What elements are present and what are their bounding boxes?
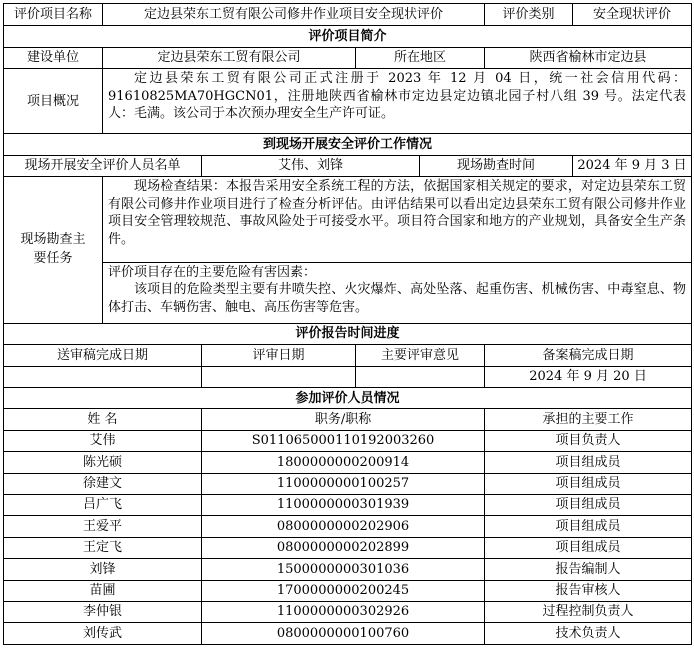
staff-header-title: 职务/职称 xyxy=(202,409,485,430)
overview-row xyxy=(4,69,692,134)
staff-name: 苗圃 xyxy=(4,580,202,601)
staff-header-work: 承担的主要工作 xyxy=(485,409,692,430)
intro-section-title: 评价项目简介 xyxy=(4,26,692,47)
staff-title-no: 1100000000100257 xyxy=(202,473,485,494)
hazard-row xyxy=(4,262,692,323)
category-value: 安全现状评价 xyxy=(573,4,692,26)
staff-duty: 项目组成员 xyxy=(485,473,692,494)
staff-title-no: 1100000000302926 xyxy=(202,602,485,623)
onsite-time-label: 现场勘查时间 xyxy=(420,155,573,176)
staff-name: 陈光硕 xyxy=(4,452,202,473)
table-row xyxy=(4,430,692,451)
category-label: 评价类别 xyxy=(485,4,573,26)
onsite-result-text: 现场检查结果：本报告采用安全系统工程的方法，依据国家相关规定的要求，对定边县荣东工贸有限公司修井作业项目进行了检查分析评估。由评估结果可以看出定边县荣东工贸有限公司修井作业项目安全管理较规范、事故风险处于可接受水平。项目符合国家和地方的产业规划，具备安全生产条件。 xyxy=(103,177,692,263)
overview-text: 定边县荣东工贸有限公司正式注册于 2023 年 12 月 04 日，统一社会信用代码：91610825MA70HGCN01，注册地陕西省榆林市定边县定边镇北园子村八组 39 号。法定代表人：毛满。该公司于本次预办理安全生产许可证。 xyxy=(103,69,692,134)
schedule-value-row xyxy=(4,366,692,387)
onsite-section-title: 到现场开展安全评价工作情况 xyxy=(4,134,692,155)
staff-duty: 技术负责人 xyxy=(485,623,692,645)
hazard-text: 该项目的危险类型主要有井喷失控、火灾爆炸、高处坠落、起重伤害、机械伤害、中毒窒息、物体打击、车辆伤害、触电、高压伤害等危害。 xyxy=(108,282,687,315)
table-row xyxy=(4,473,692,494)
onsite-staff-row xyxy=(4,155,692,176)
staff-title-no: 1800000000200914 xyxy=(202,452,485,473)
staff-title-no: S011065000110192003260 xyxy=(202,430,485,451)
staff-title-no: 0800000000202899 xyxy=(202,537,485,558)
staff-name: 艾伟 xyxy=(4,430,202,451)
staff-duty: 报告编制人 xyxy=(485,559,692,580)
schedule-header-submit: 送审稿完成日期 xyxy=(4,345,202,366)
hazard-cell xyxy=(103,262,692,323)
staff-name: 刘传武 xyxy=(4,623,202,645)
staff-name: 王爱平 xyxy=(4,516,202,537)
table-row xyxy=(4,602,692,623)
evaluation-form-table xyxy=(3,3,692,645)
table-row xyxy=(4,452,692,473)
onsite-task-label-line2: 要任务 xyxy=(33,251,73,267)
staff-title-no: 1100000000301939 xyxy=(202,495,485,516)
table-row xyxy=(4,623,692,645)
staff-name: 徐建文 xyxy=(4,473,202,494)
staff-name: 李仲银 xyxy=(4,602,202,623)
schedule-value-opinion xyxy=(356,366,485,387)
schedule-header-opinion: 主要评审意见 xyxy=(356,345,485,366)
table-row xyxy=(4,580,692,601)
onsite-time-value: 2024 年 9 月 3 日 xyxy=(573,155,692,176)
staff-duty: 报告审核人 xyxy=(485,580,692,601)
unit-label: 建设单位 xyxy=(4,47,103,68)
schedule-header-row xyxy=(4,345,692,366)
staff-header-row xyxy=(4,409,692,430)
table-row xyxy=(4,516,692,537)
overview-label: 项目概况 xyxy=(4,69,103,134)
staff-title-no: 0800000000100760 xyxy=(202,623,485,645)
schedule-header-review: 评审日期 xyxy=(202,345,356,366)
header-row xyxy=(4,4,692,26)
staff-duty: 项目组成员 xyxy=(485,452,692,473)
staff-title-no: 0800000000202906 xyxy=(202,516,485,537)
project-name-value: 定边县荣东工贸有限公司修井作业项目安全现状评价 xyxy=(103,4,485,26)
region-value: 陕西省榆林市定边县 xyxy=(485,47,692,68)
schedule-value-submit xyxy=(4,366,202,387)
onsite-staff-value: 艾伟、刘锋 xyxy=(202,155,420,176)
staff-duty: 过程控制负责人 xyxy=(485,602,692,623)
hazard-title: 评价项目存在的主要危险有害因素： xyxy=(108,264,317,280)
onsite-task-label-line1: 现场勘查主 xyxy=(20,232,86,248)
project-name-label: 评价项目名称 xyxy=(4,4,103,26)
onsite-task-label xyxy=(4,177,103,324)
staff-title-no: 1500000000301036 xyxy=(202,559,485,580)
unit-row xyxy=(4,47,692,68)
staff-duty: 项目组成员 xyxy=(485,495,692,516)
schedule-value-review xyxy=(202,366,356,387)
staff-duty: 项目组成员 xyxy=(485,537,692,558)
staff-duty: 项目负责人 xyxy=(485,430,692,451)
region-label: 所在地区 xyxy=(356,47,485,68)
staff-duty: 项目组成员 xyxy=(485,516,692,537)
table-row xyxy=(4,495,692,516)
table-row xyxy=(4,559,692,580)
staff-name: 王定飞 xyxy=(4,537,202,558)
schedule-header-filing: 备案稿完成日期 xyxy=(485,345,692,366)
unit-value: 定边县荣东工贸有限公司 xyxy=(103,47,356,68)
onsite-result-row xyxy=(4,177,692,263)
table-row xyxy=(4,537,692,558)
onsite-staff-label: 现场开展安全评价人员名单 xyxy=(4,155,202,176)
staff-header-name: 姓 名 xyxy=(4,409,202,430)
staff-title-no: 1700000000200245 xyxy=(202,580,485,601)
staff-section-title: 参加评价人员情况 xyxy=(4,388,692,409)
schedule-section-title: 评价报告时间进度 xyxy=(4,323,692,344)
staff-name: 吕广飞 xyxy=(4,495,202,516)
schedule-value-filing: 2024 年 9 月 20 日 xyxy=(485,366,692,387)
staff-name: 刘锋 xyxy=(4,559,202,580)
